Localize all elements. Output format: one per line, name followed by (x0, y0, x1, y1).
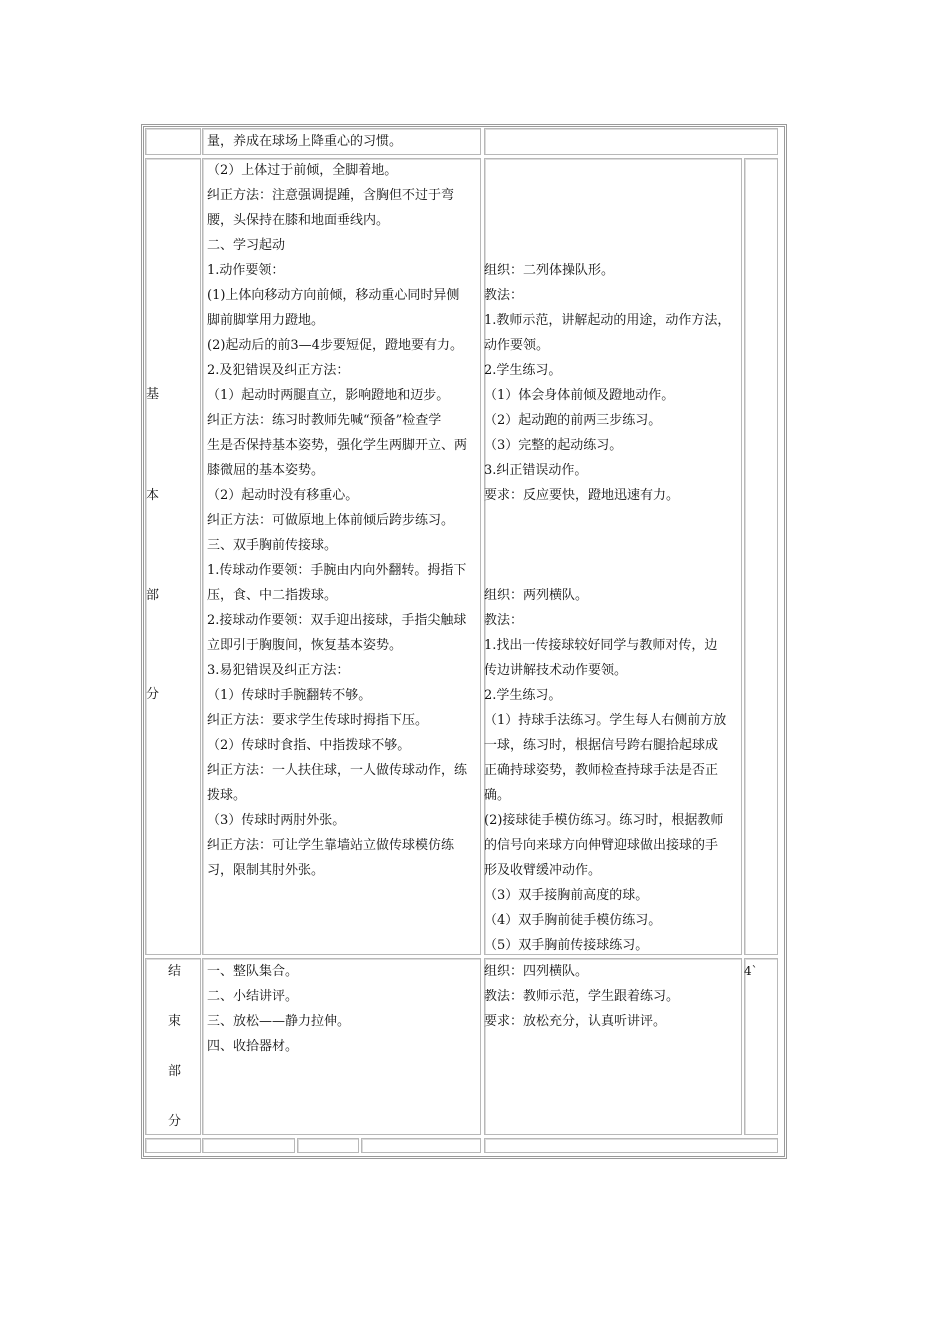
org-line: 教法：教师示范，学生跟着练习。 (484, 989, 680, 1004)
row0-section-cell (145, 128, 201, 155)
org-line: 3.纠正错误动作。 (484, 463, 588, 478)
org-line: 正确持球姿势，教师检查持球手法是否正 (484, 763, 719, 778)
content-line: 三、放松——静力拉伸。 (207, 1014, 351, 1029)
end-section-char: 分 (168, 1114, 182, 1129)
org-line: 教法： (484, 613, 524, 628)
content-line: 二、学习起动 (207, 238, 286, 253)
content-line: (2)起动后的前3—4步要短促，蹬地要有力。 (207, 338, 463, 353)
content-line: 纠正方法：可做原地上体前倾后跨步练习。 (207, 513, 455, 528)
basic-section-char: 基 (146, 387, 160, 402)
content-line: （1）起动时两腿直立，影响蹬地和迈步。 (207, 388, 450, 403)
content-line: 习，限制其肘外张。 (207, 863, 325, 878)
content-line: (1)上体向移动方向前倾，移动重心同时异侧 (207, 288, 460, 303)
org-line: （3）完整的起动练习。 (484, 438, 623, 453)
content-line: 脚前脚掌用力蹬地。 (207, 313, 325, 328)
org-line: （2）起动跑的前两三步练习。 (484, 413, 662, 428)
org-line: 1.找出一传接球较好同学与教师对传，边 (484, 638, 718, 653)
content-line: （3）传球时两肘外张。 (207, 813, 346, 828)
content-line: 纠正方法：一人扶住球，一人做传球动作，练 (207, 763, 468, 778)
content-line: 纠正方法：要求学生传球时拇指下压。 (207, 713, 429, 728)
org-line: （5）双手胸前传接球练习。 (484, 938, 649, 953)
content-line: 纠正方法：可让学生靠墙站立做传球模仿练 (207, 838, 455, 853)
org-line: 组织：四列横队。 (484, 964, 589, 979)
end-section-cell (145, 958, 201, 1135)
org-line: （3）双手接胸前高度的球。 (484, 888, 649, 903)
content-line: 1.传球动作要领：手腕由内向外翻转。拇指下 (207, 563, 467, 578)
basic-section-char: 分 (146, 687, 160, 702)
org-line: 要求：反应要快，蹬地迅速有力。 (484, 488, 680, 503)
org-line: 确。 (484, 788, 511, 803)
org-line: 组织：两列横队。 (484, 588, 589, 603)
basic-time-cell (744, 158, 778, 955)
basic-section-char: 部 (146, 588, 160, 603)
content-line: 腰，头保持在膝和地面垂线内。 (207, 213, 390, 228)
row0-org-cell (484, 128, 778, 155)
content-line: 立即引于胸腹间，恢复基本姿势。 (207, 638, 403, 653)
footer-cell (145, 1138, 201, 1153)
footer-cell (361, 1138, 481, 1153)
end-time-cell (744, 958, 778, 1135)
content-line: 纠正方法：注意强调提踵，含胸但不过于弯 (207, 188, 455, 203)
end-section-char: 部 (168, 1064, 182, 1079)
org-line: 2.学生练习。 (484, 363, 562, 378)
end-section-char: 结 (168, 964, 182, 979)
content-line: 压，食、中二指拨球。 (207, 588, 338, 603)
org-line: (2)接球徒手模仿练习。练习时，根据教师 (484, 813, 724, 828)
org-line: 组织：二列体操队形。 (484, 263, 615, 278)
content-line: 三、双手胸前传接球。 (207, 538, 338, 553)
org-line: 2.学生练习。 (484, 688, 562, 703)
org-line: 的信号向来球方向伸臂迎球做出接球的手 (484, 838, 719, 853)
content-line: （2）起动时没有移重心。 (207, 488, 359, 503)
org-line: （1）体会身体前倾及蹬地动作。 (484, 388, 675, 403)
content-line: 四、收拾器材。 (207, 1039, 299, 1054)
footer-cell (297, 1138, 359, 1153)
end-time-value: 4` (744, 964, 758, 978)
content-line: （1）传球时手腕翻转不够。 (207, 688, 372, 703)
org-line: 教法： (484, 288, 524, 303)
content-line: （2）传球时食指、中指拨球不够。 (207, 738, 411, 753)
content-line: （2）上体过于前倾，全脚着地。 (207, 163, 398, 178)
content-line: 纠正方法：练习时教师先喊“预备”检查学 (207, 413, 442, 428)
org-line: 传边讲解技术动作要领。 (484, 663, 628, 678)
content-line: 一、整队集合。 (207, 964, 299, 979)
row0-content-line: 量，养成在球场上降重心的习惯。 (207, 134, 403, 149)
content-line: 2.接球动作要领：双手迎出接球，手指尖触球 (207, 613, 467, 628)
content-line: 二、小结讲评。 (207, 989, 299, 1004)
org-line: 动作要领。 (484, 338, 550, 353)
content-line: 生是否保持基本姿势，强化学生两脚开立、两 (207, 438, 468, 453)
content-line: 2.及犯错误及纠正方法： (207, 363, 350, 378)
basic-section-cell (145, 158, 201, 955)
content-line: 3.易犯错误及纠正方法： (207, 663, 350, 678)
org-line: 要求：放松充分，认真听讲评。 (484, 1014, 667, 1029)
org-line: 1.教师示范，讲解起动的用途，动作方法， (484, 313, 731, 328)
footer-cell (484, 1138, 778, 1153)
org-line: 形及收臂缓冲动作。 (484, 863, 602, 878)
content-line: 1.动作要领： (207, 263, 285, 278)
org-line: （4）双手胸前徒手模仿练习。 (484, 913, 662, 928)
content-line: 拨球。 (207, 788, 247, 803)
content-line: 膝微屈的基本姿势。 (207, 463, 325, 478)
org-line: （1）持球手法练习。学生每人右侧前方放 (484, 713, 727, 728)
basic-section-char: 本 (146, 488, 160, 503)
footer-cell (202, 1138, 295, 1153)
end-section-char: 束 (168, 1014, 182, 1029)
org-line: 一球，练习时，根据信号跨右腿拾起球成 (484, 738, 719, 753)
